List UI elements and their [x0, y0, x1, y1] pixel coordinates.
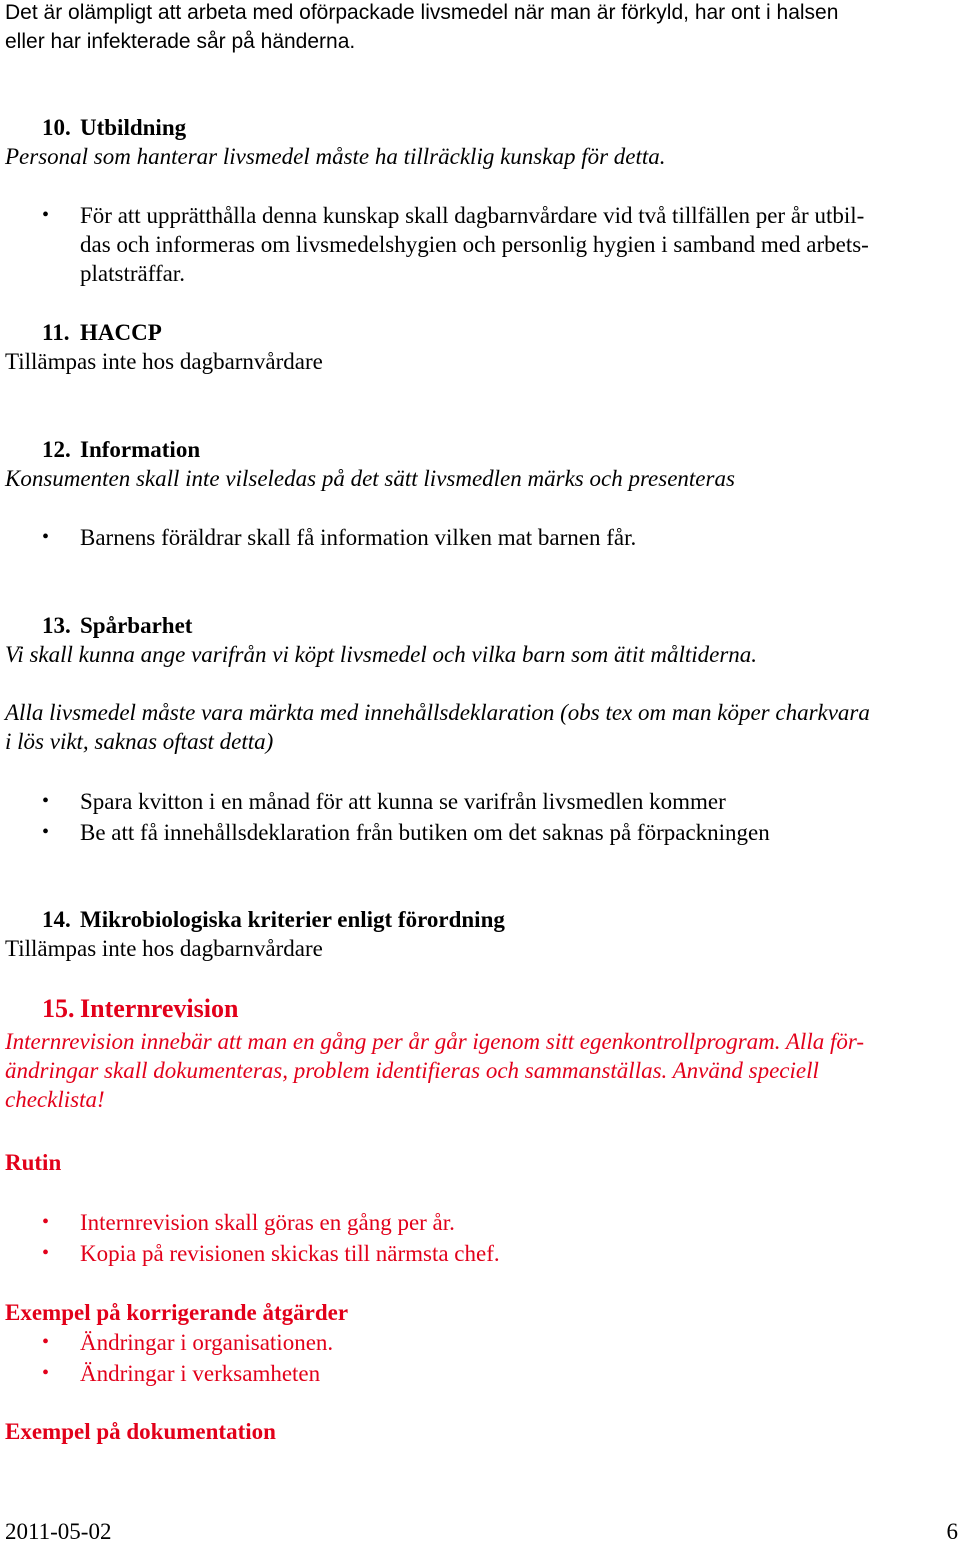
- section-10-title: Utbildning: [80, 115, 187, 140]
- section-13-subtitle: Vi skall kunna ange varifrån vi köpt livsmedel och vilka barn som ätit måltiderna.: [5, 642, 758, 667]
- rutin-bullet-1: Internrevision skall göras en gång per år.: [80, 1210, 455, 1235]
- bullet-icon: •: [42, 526, 50, 548]
- section-10-bullet-line-2: das och informeras om livsmedelshygien och personlig hygien i samband med arbets-: [80, 232, 869, 257]
- section-13-bullet-1: Spara kvitton i en månad för att kunna se varifrån livsmedlen kommer: [80, 789, 726, 814]
- page-number: 6: [946, 1519, 958, 1544]
- section-12-bullet-1: Barnens föräldrar skall få information vilken mat barnen får.: [80, 525, 637, 550]
- section-11-title: HACCP: [80, 320, 162, 345]
- section-15-desc-line-2: ändringar skall dokumenteras, problem identifieras och sammanställas. Använd speciell: [5, 1058, 819, 1083]
- corrective-bullet-1: Ändringar i organisationen.: [80, 1330, 334, 1355]
- section-12-number: 12.: [42, 437, 71, 462]
- section-14-title: Mikrobiologiska kriterier enligt förordning: [80, 907, 505, 932]
- section-15-number: 15.: [42, 994, 75, 1023]
- section-12-title: Information: [80, 437, 201, 462]
- bullet-icon: •: [42, 821, 50, 843]
- section-11-number: 11.: [42, 320, 70, 345]
- bullet-icon: •: [42, 1211, 50, 1233]
- rutin-heading: Rutin: [5, 1150, 62, 1175]
- documentation-heading: Exempel på dokumentation: [5, 1419, 276, 1444]
- section-14-number: 14.: [42, 907, 71, 932]
- section-12-subtitle: Konsumenten skall inte vilseledas på det sätt livsmedlen märks och presenteras: [5, 466, 735, 491]
- corrective-bullet-2: Ändringar i verksamheten: [80, 1361, 321, 1386]
- section-15-desc-line-1: Internrevision innebär att man en gång per år går igenom sitt egenkontrollprogram. Alla för-: [5, 1029, 864, 1054]
- bullet-icon: •: [42, 1331, 50, 1353]
- section-11-text: Tillämpas inte hos dagbarnvårdare: [5, 349, 323, 374]
- section-10-subtitle: Personal som hanterar livsmedel måste ha tillräcklig kunskap för detta.: [5, 144, 666, 169]
- section-13-number: 13.: [42, 613, 71, 638]
- section-13-bullet-2: Be att få innehållsdeklaration från butiken om det saknas på förpackningen: [80, 820, 770, 845]
- section-10-bullet-line-1: För att upprätthålla denna kunskap skall dagbarnvårdare vid två tillfällen per år utbil-: [80, 203, 865, 228]
- bullet-icon: •: [42, 790, 50, 812]
- section-10-number: 10.: [42, 115, 71, 140]
- intro-line-2: eller har infekterade sår på händerna.: [5, 30, 356, 53]
- section-13-title: Spårbarhet: [80, 613, 193, 638]
- footer-date: 2011-05-02: [5, 1519, 112, 1544]
- intro-line-1: Det är olämpligt att arbeta med oförpackade livsmedel när man är förkyld, har ont i halsen: [5, 1, 839, 24]
- section-13-note-line-1: Alla livsmedel måste vara märkta med innehållsdeklaration (obs tex om man köper charkvara: [5, 700, 870, 725]
- section-10-bullet-line-3: platsträffar.: [80, 261, 185, 286]
- section-13-note-line-2: i lös vikt, saknas oftast detta): [5, 729, 274, 754]
- rutin-bullet-2: Kopia på revisionen skickas till närmsta chef.: [80, 1241, 500, 1266]
- section-15-desc-line-3: checklista!: [5, 1087, 105, 1112]
- bullet-icon: •: [42, 1362, 50, 1384]
- bullet-icon: •: [42, 204, 50, 226]
- bullet-icon: •: [42, 1242, 50, 1264]
- corrective-actions-heading: Exempel på korrigerande åtgärder: [5, 1300, 349, 1325]
- section-14-text: Tillämpas inte hos dagbarnvårdare: [5, 936, 323, 961]
- section-15-title: Internrevision: [80, 994, 239, 1023]
